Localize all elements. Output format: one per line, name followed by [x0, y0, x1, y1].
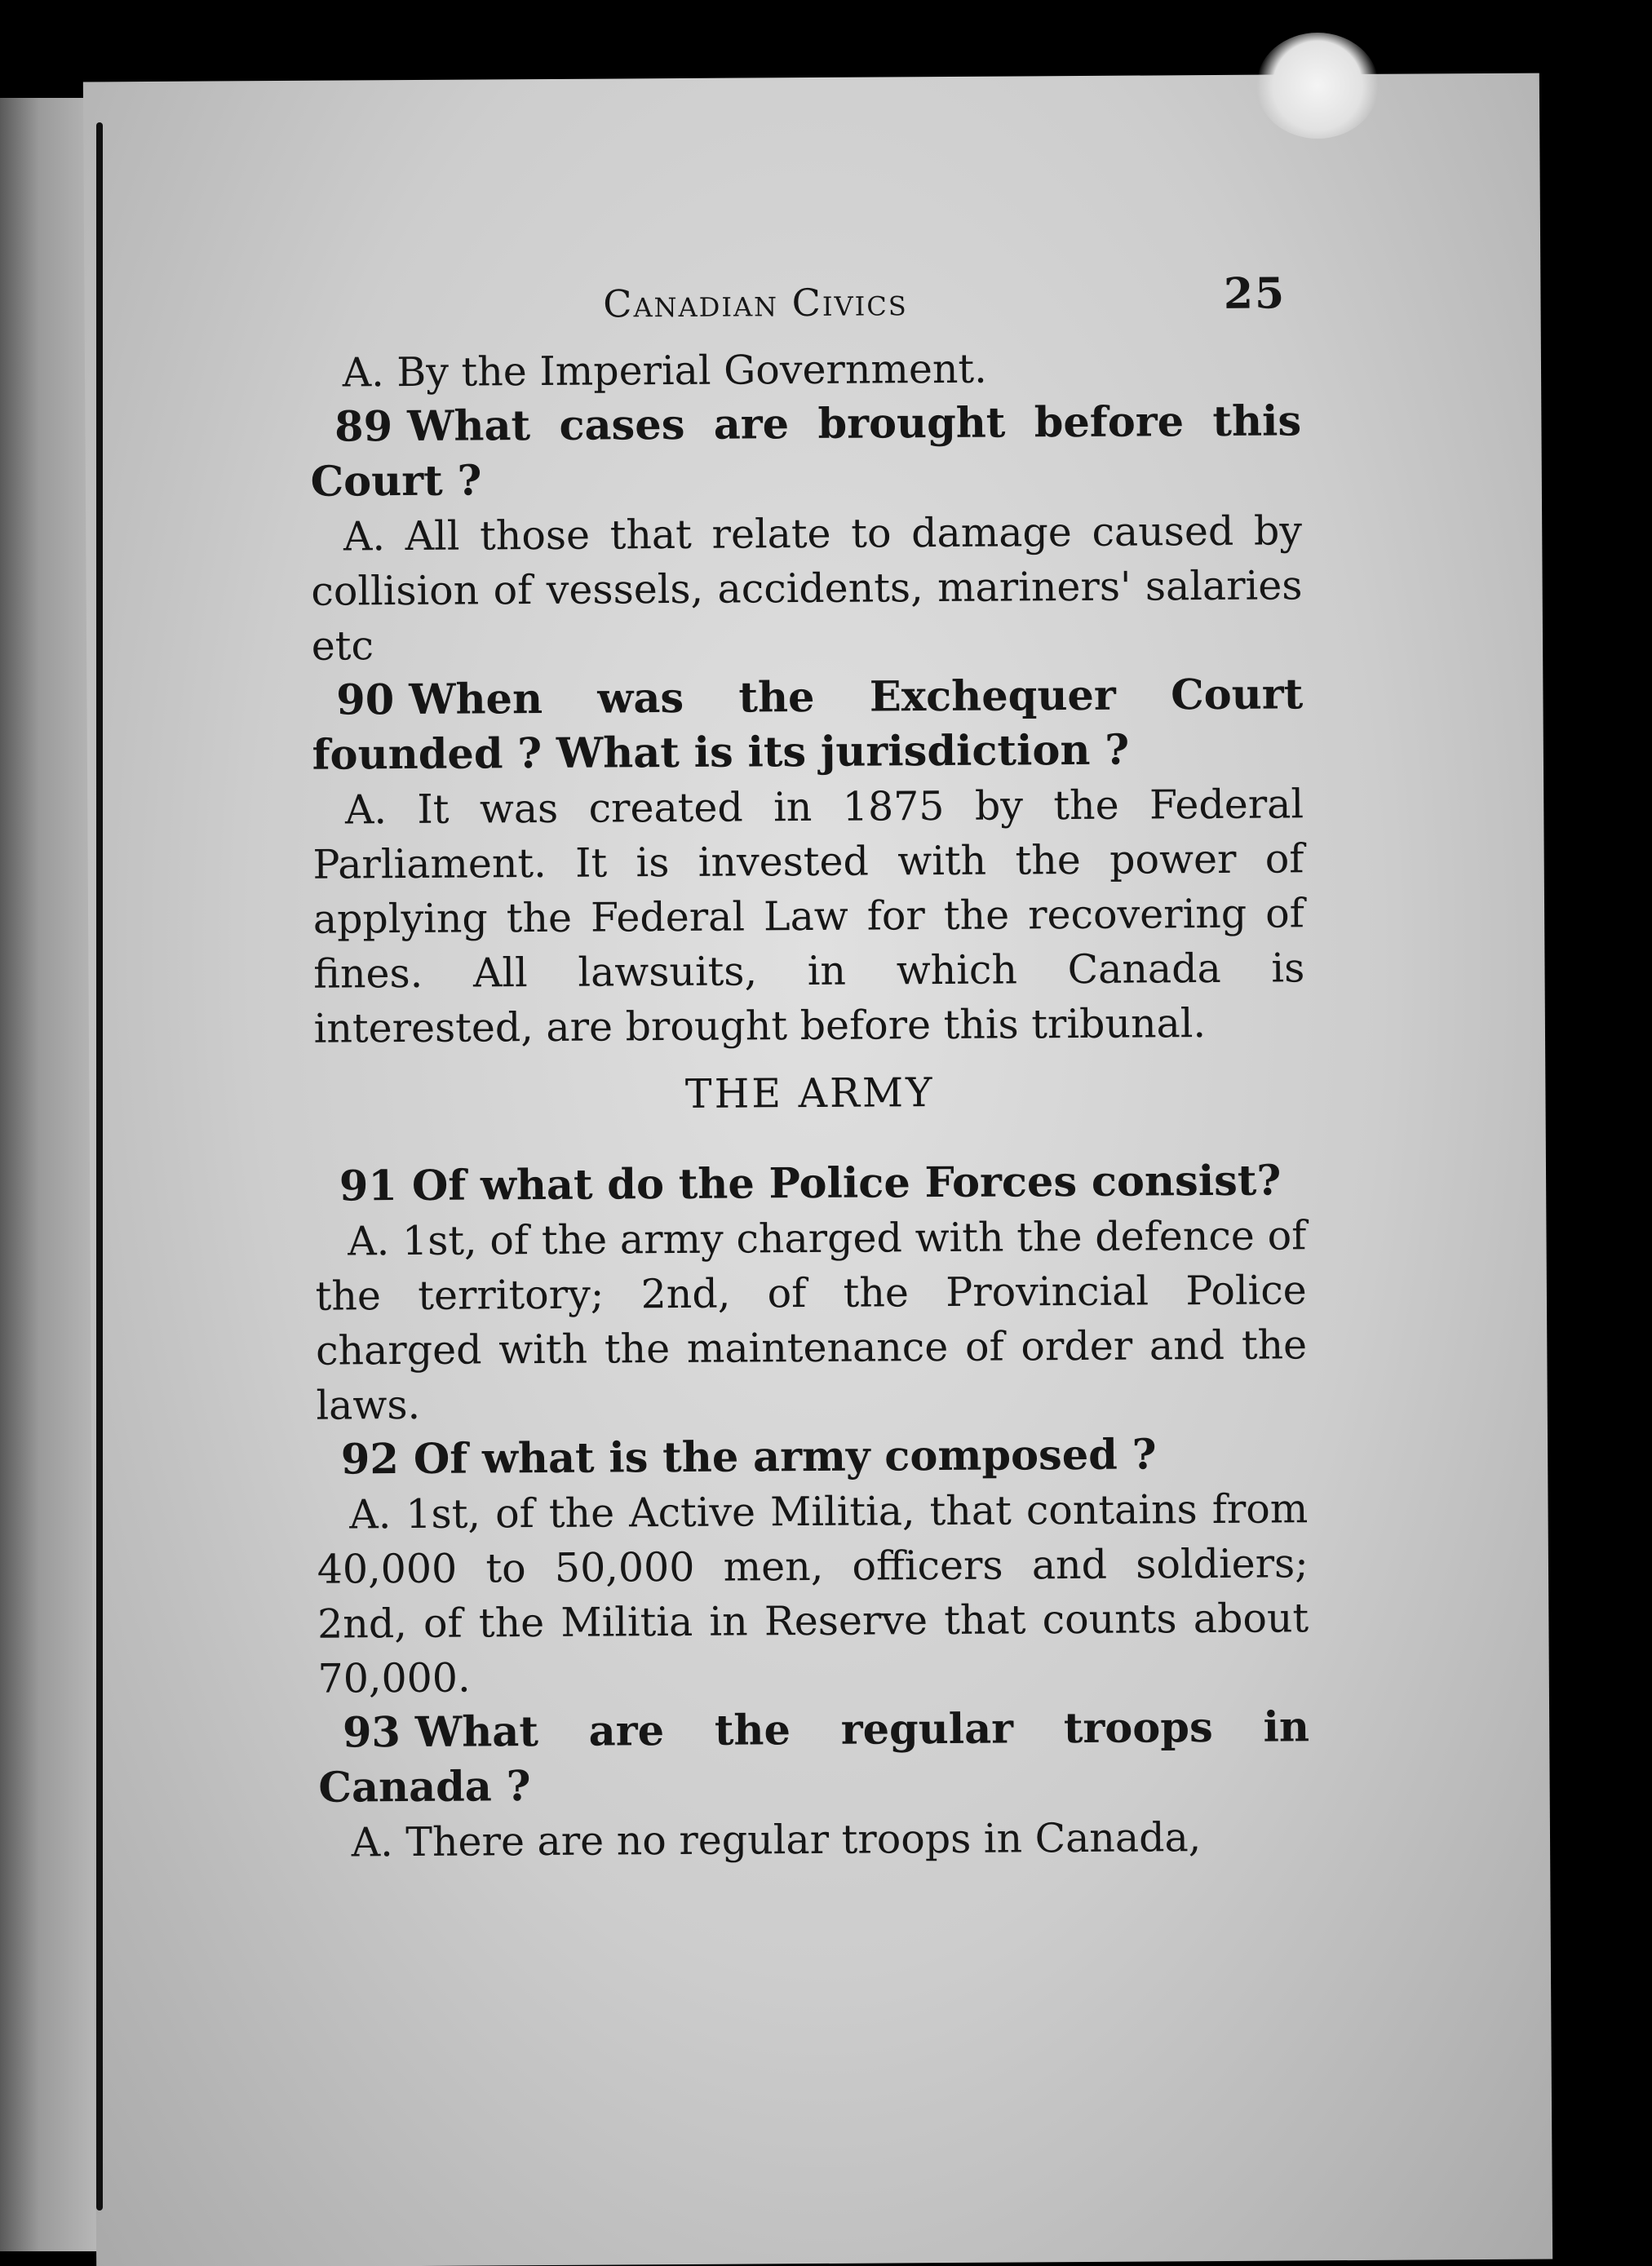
- page-number: 25: [1223, 268, 1287, 319]
- page-text: [309, 266, 1310, 1870]
- running-head: Canadian Civics: [603, 280, 908, 326]
- answer-93: A. There are no regular troops in Canada,: [351, 1814, 1202, 1866]
- question-text: When was the Exchequer Court founded ? What is its jurisdiction ?: [312, 670, 1304, 780]
- question-90: [312, 667, 1304, 782]
- answer-92: A. 1st, of the Active Militia, that contains from 40,000 to 50,000 men, officers and soldiers; 2nd, of the Militia in Reserve that counts about 70,000.: [317, 1485, 1309, 1702]
- answer-88-tail: A. By the Imperial Government.: [342, 345, 987, 396]
- question-93: [318, 1700, 1310, 1815]
- page-header: [309, 266, 1301, 345]
- question-text: What cases are brought before this Court ?: [310, 396, 1302, 507]
- question-text: Of what do the Police Forces consist?: [411, 1156, 1282, 1210]
- answer-90: A. It was created in 1875 by the Federal Parliament. It is invested with the power of applying the Federal Law for the recovering of fines. All lawsuits, in which Canada is interested, are brought before this tribunal.: [312, 781, 1305, 1052]
- question-91: [315, 1153, 1306, 1214]
- question-89: [310, 394, 1302, 509]
- question-number: 91: [339, 1162, 398, 1211]
- book-spine: [96, 122, 103, 2211]
- question-92: [317, 1427, 1308, 1487]
- question-text: Of what is the army composed ?: [413, 1430, 1157, 1484]
- question-number: 93: [342, 1708, 401, 1758]
- question-number: 92: [340, 1435, 400, 1485]
- answer-89: A. All those that relate to damage caused by collision of vessels, accidents, mariners' salaries etc: [311, 507, 1303, 670]
- section-title: THE ARMY: [684, 1069, 935, 1118]
- question-number: 90: [336, 675, 395, 725]
- paper-damage-spot: [1256, 33, 1379, 139]
- answer-91: A. 1st, of the army charged with the defence of the territory; 2nd, of the Provincial Police charged with the maintenance of order and the laws.: [315, 1212, 1308, 1429]
- question-number: 89: [334, 402, 393, 452]
- question-text: What are the regular troops in Canada ?: [318, 1702, 1310, 1812]
- facing-page-edge: [0, 98, 98, 2251]
